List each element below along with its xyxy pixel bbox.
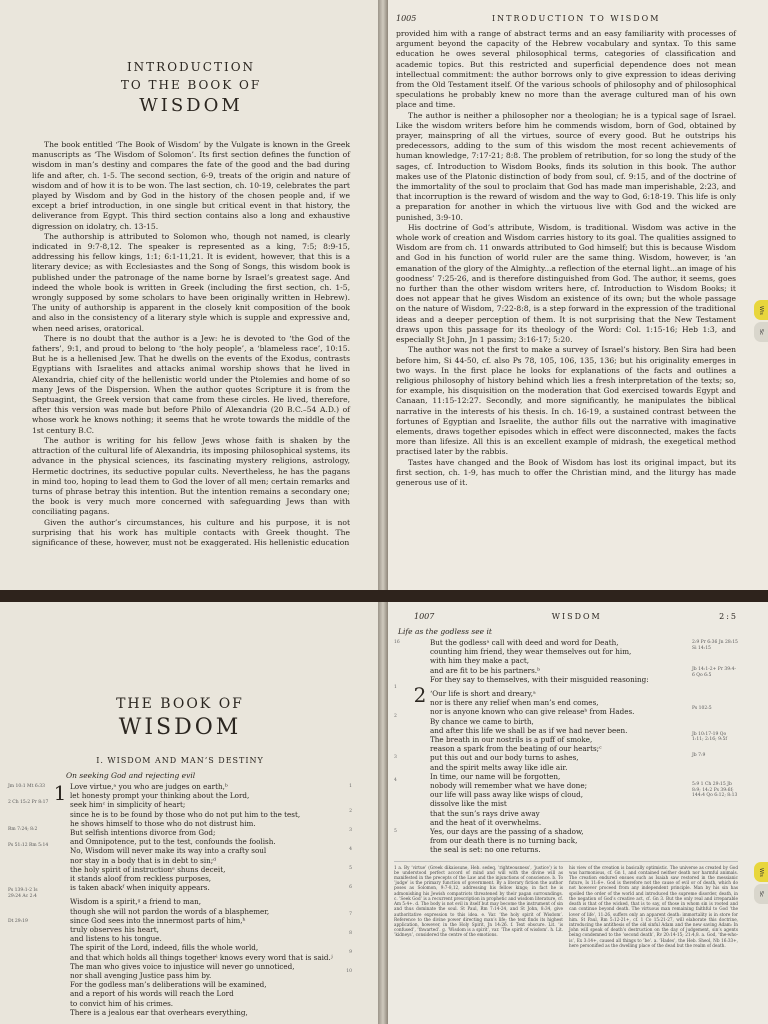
thumb-tab-sc[interactable]: Sc (754, 884, 768, 904)
scan-divider (0, 590, 768, 602)
cross-ref: Jm 10:1 Mt 6:33 (8, 784, 45, 789)
verse-line: is taken abackᶠ when iniquity appears. (70, 883, 210, 893)
pericope-heading: On seeking God and rejecting evil (66, 771, 196, 780)
verse-line: since he is to be found by those who do not put him to the test, (70, 809, 301, 819)
verse-line: The breath in our nostrils is a puff of smoke, (430, 735, 593, 745)
verse-line: There is a jealous ear that overhears everything, (70, 1007, 248, 1017)
verse-line: and a report of his words will reach the Lord (70, 989, 234, 999)
verse-lines (70, 782, 338, 1017)
verse-line: The man who gives voice to injustice will never go unnoticed, (70, 961, 295, 971)
verse-line: nor is anyone known who can give releaseᵇ from Hades. (430, 707, 635, 717)
verse-number: 8 (349, 931, 352, 936)
intro-paragraph: The authorship is attributed to Solomon who, though not named, is clearly indicated in 9:7-8,12. The speaker is represented as a king, 7:5; 8:9-15, addressing his fellow kings, 1:1; 6:1-11,21. It is evident, however, that this is a literary device; as with Ecclesiastes and the Song of Songs, this wisdom book is published under the patronage of the name borne by Israel’s greatest sage. And indeed the whole book is written in Greek (including the first section, ch. 1-5, wrongly supposed by some scholars to have been originally written in Hebrew). The unity of authorship is apparent in the closely knit composition of the book and also in the consistency of a literary style which is supple and expressive and, when need arises, oratorical. (32, 231, 350, 333)
cross-ref: Dt 29:19 (8, 919, 28, 924)
running-header (394, 612, 738, 621)
intro-paragraph: There is no doubt that the author is a Jew: he is devoted to ‘the God of the fathers’, 9:1, and proud to belong to ‘the holy people’, a ‘blameless race’, 10:15. But he is a hellenised Jew. That he dwells on the events of the Exodus, contrasts Egyptians with Israelites and attacks animal worship shows that he lived in Alexandria, chief city of the hellenistic world under the Ptolemies and home of so many Jews of the Dispersion. When the author quotes Scripture it is from the Septuagint, the Greek version that came from these circles. He lived, therefore, after this version was made but before Philo of Alexandria (20 B.C.–54 A.D.) of whose work he knows nothing; it seems that he wrote towards the middle of the 1st century B.C. (32, 333, 350, 435)
heading-line-2: TO THE BOOK OF (120, 78, 262, 92)
cross-ref: 5:9 1 Ch 29:15 Jb 8:9; 14:2 Ps 39:6f; 144:4 Qo 6:12; 8:13 (692, 782, 738, 798)
cross-ref: Jb 14:1-2+ Pr 39:4-6 Qo 6:5 (692, 667, 737, 678)
verse-line: and listens to his tongue. (70, 934, 162, 944)
heading-title: WISDOM (139, 95, 243, 116)
verse-number: 3 (349, 828, 352, 833)
section-title: I. WISDOM AND MAN’S DESTINY (96, 756, 264, 765)
verse-line: the seal is set: no one returns. (430, 845, 541, 855)
intro-paragraph: The book entitled ‘The Book of Wisdom’ by the Vulgate is known in the Greek manuscripts as ‘The Wisdom of Solomon’. Its first section defines the function of wisdom in man’s destiny and compares the fate of the good and the bad during life and after, ch. 1-5. The second section, 6-9, treats of the origin and nature of wisdom and of how it is to be won. The last section, ch. 10-19, celebrates the part played by Wisdom and by God in the history of the chosen people and, if we except a brief introduction, in one single but critical event in that history, the deliverance from Egypt. This third section contains also a long and exhaustive digression on idolatry, ch. 13-15. (32, 140, 350, 231)
cross-ref: Jb 10:17-19 Qo 1:11; 2:16; 9:5f (692, 731, 728, 742)
book-title-main: WISDOM (118, 715, 242, 740)
book-title (8, 694, 352, 742)
verse-line: and the heat of it overwhelms. (430, 817, 542, 827)
cross-ref: 2 Ch 15:2 Pr 8:17 (8, 799, 49, 805)
footnote-column: his view of the creation is basically optimistic. The universe as created by God was harmonious, cf. Gn 1, and contained neither death nor harmful animals. The creation endured ensues such as Isaiah saw restored in the messianic future, Is 11:6+. God is therefore not the cause of evil or of death, which do not however proceed from any independent principle. Man by his sin has spoiled the order of the world and introduced the supreme disorder, death, in the negation of God’s creative act, cf. Gn 3. But the only real and irreparable death is that of the wicked, that is to say, of those in whom sin is rooted and can continue beyond death. The virtuous man remaining faithful to God ‘the lover of life’, 11:26, suffers only an apparent death: immortality is in store for him. St Paul, Rm 5:12-21+, cf. 1 Co 15:21-27, will elaborate this doctrine, introducing the antithesis of the old sinful Adam and the new saving Adam: In John will speak of death’s destruction on the day of judgement, sin’s agents being condemned to the ‘second death’, Rv 20:14-15; 21:4,8. a. God, ‘the-who-is’, Ex 3:14+, caused all things to ‘be’. a. ‘Hades’, the Heb. Sheol, Nb 16:33+, here personified as the dwelling place of the dead but the realm of death. (569, 864, 738, 948)
thumb-tab-wis[interactable]: Wis (754, 300, 768, 320)
verse-number: 2 (349, 809, 352, 814)
verse-line: nobody will remember what we have done; (430, 781, 587, 791)
intro-paragraph: The author was not the first to make a survey of Israel’s history. Ben Sira had been before him, Si 44-50, cf. also Ps 78, 105, 106, 135, 136; but his originality emerges in two ways. In the first place he looks for explanations of the facts and outlines a religious philosophy of history behind which lies a fresh interpretation of the texts; so, for example, his disquisition on the moderation that God exercised towards Egypt and Canaan, 11:15-12:27. Secondly, and more significantly, he manipulates the biblical narrative in the interests of his thesis. In ch. 16-19, a sustained contrast between the fortunes of Egyptian and Israelite, the author fills out the narrative with imaginative elements, draws together episodes which in effect were disconnected, makes the facts more than lifesize. All this is an excellent example of midrash, the exegetical method practised later by the rabbis. (396, 345, 736, 457)
verse-number: 10 (346, 969, 352, 974)
verse-number: 6 (349, 885, 352, 890)
cross-ref: Rm 7:24; 8:2 (8, 827, 38, 832)
verse-line: counting him friend, they wear themselves out for him, (430, 647, 632, 657)
verse-line: with him they make a pact, (430, 656, 530, 666)
verse-line: it stands aloof from reckless purposes, (70, 874, 212, 884)
verse-number: 1 (394, 685, 397, 690)
verse-line: dissolve like the mist (430, 799, 507, 809)
thumb-tab-sc[interactable]: Sc (754, 322, 768, 342)
verse-line: he shows himself to those who do not distrust him. (70, 818, 256, 828)
verse-line: For the godless man’s deliberations will be examined, (70, 980, 267, 990)
chapter-number: 1 (53, 781, 67, 805)
verse-line: and that which holds all things togetherⁱ knows every word that is said.ʲ (70, 952, 333, 962)
page-number: 1007 (414, 612, 435, 621)
heading-line-1: INTRODUCTION (126, 60, 256, 74)
verse-line: No, Wisdom will never make its way into a crafty soul (70, 846, 267, 856)
book-gutter (378, 0, 388, 1024)
verse-number: 3 (394, 755, 397, 760)
verse-line: since God sees into the innermost parts of him,ʰ (70, 915, 246, 925)
pericope-heading: Life as the godless see it (398, 627, 492, 636)
verse-numbers (338, 782, 352, 1017)
verse-line: that the sun’s rays drive away (430, 808, 540, 818)
verse-line: our life will pass away like wisps of cloud, (430, 790, 584, 800)
verse-line: Yes, our days are the passing of a shadow, (430, 827, 584, 837)
verse-line: put this out and our body turns to ashes, (430, 753, 579, 763)
verse-line: nor shall avenging Justice pass him by. (70, 971, 212, 981)
verse-line: and the spirit melts away like idle air. (430, 762, 568, 772)
verse-line: truly observes his heart, (70, 925, 159, 935)
footnote-column: 1 a. By ‘virtue’ (Greek dikaiosune, Heb. sedeq, ‘righteousness’, ‘justice’) is to be understood perfect accord of mind and will with the divine will as manifested in the precepts of the Law and the injunctions of conscience. b. To ‘judge’ is the primary function of government. By a literary fiction the author poses as Solomon, 9:7-8,12, addressing his fellow kings; in fact he is admonishing his Jewish compatriots threatened by their pagan surroundings. c. ‘Seek God’ is a recurrent prescription in prophetic and wisdom literature, cf. Am 5:4+. d. The body is not evil in itself but may become the instrument of sin and thus dominate the soul. St Paul, Rm 7:14-24, and St John, 8:34, give authoritative expression to this idea. e. Var. ‘the holy spirit of Wisdom’. Reference to the divine power directing man’s life; the text finds its highest application, however, in the Holy Spirit, Jn 14:26. f. Text obscure. Lit. ‘is confused’, ‘thwarted’. g. ‘Wisdom is a spirit’, var. ‘The spirit of wisdom’. h. Lit. ‘kidneys’, considered the centre of the emotions. (394, 864, 563, 938)
verse-lines (430, 638, 688, 855)
verse-line: For they say to themselves, with their misguided reasoning: (430, 674, 649, 684)
verse-line: from our death there is no turning back, (430, 836, 578, 846)
verse-line: and are fit to be his partners.ᵇ (430, 665, 540, 675)
verse-line: Love virtue,ᵃ you who are judges on earth,ᵇ (70, 782, 228, 791)
cross-references (8, 782, 50, 1017)
book-title-line-1: THE BOOK OF (116, 696, 244, 712)
cross-ref: Jb 7:9 (692, 752, 706, 758)
introduction-heading (32, 58, 350, 118)
page-introduction-left (0, 0, 380, 592)
page-number: 1005 (396, 14, 417, 23)
chapter-verse-ref: 2:5 (719, 612, 738, 621)
verse-line: the holy spirit of instructionᵉ shuns deceit, (70, 864, 226, 874)
intro-paragraph: His doctrine of God’s attribute, Wisdom, is traditional. Wisdom was active in the whole work of creation and Wisdom carries history to its goal. The qualities assigned to Wisdom are from ch. 11 onwards attributed to God himself; but this is because Wisdom and God in his function of world ruler are the same thing. Wisdom, however, is ‘an emanation of the glory of the Almighty...a reflection of the eternal light...an image of his goodness’ 7:25-26, and is therefore distinguished from God. The author, it seems, goes no further than the other wisdom writers here, cf. Introduction to Wisdom Books; it does not appear that he gives Wisdom an existence of its own; but the whole passage on the nature of Wisdom, 7:22-8:8, is a step forward in the expression of the traditional ideas and a deeper perception of them. It is not surprising that the New Testament draws upon this passage for its theology of the Word: Col. 1:15-16; Heb 1:3, and especially St John, Jn 1 passim; 3:16-17; 5:20. (396, 222, 736, 345)
intro-paragraph: Tastes have changed and the Book of Wisdom has lost its original impact, but its first section, ch. 1-9, has much to offer the Christian mind, and the liturgy has made generous use of it. (396, 457, 736, 487)
cross-ref: Ps 51:12 Rm 5:14 (8, 842, 49, 848)
footnotes (394, 861, 738, 948)
chapter-1-text (8, 782, 352, 1017)
verse-line: seek himᶜ in simplicity of heart; (70, 800, 186, 810)
thumb-tab-wis[interactable]: Wis (754, 862, 768, 882)
cross-ref: Ps 102:5 (692, 706, 712, 711)
intro-paragraph: The author is writing for his fellow Jews whose faith is shaken by the attraction of the cultural life of Alexandria, its imposing philosophical systems, its advance in the physical sciences, its fascinating mystery religions, astrology, Hermetic doctrines, its seductive popular cults. Nevertheless, he has the pagans in mind too, hoping to lead them to God the lover of all men; certain remarks and turns of phrase betray this intention. But the intention remains a secondary one; the book is very much more concerned with safeguarding Jews than with conciliating pagans. (32, 435, 350, 517)
cross-references (688, 638, 738, 855)
verse-line: let honesty prompt your thinking about the Lord, (70, 791, 250, 801)
verse-number: 4 (394, 778, 397, 783)
verse-line: Wisdom is a spirit,ᵍ a friend to man, (70, 897, 202, 907)
verse-line: In time, our name will be forgotten, (430, 771, 561, 781)
chapter-2-text (394, 638, 738, 855)
verse-number: 16 (394, 640, 400, 645)
page-wisdom-chapter-2 (386, 600, 768, 1024)
verse-line: But the godlessᵃ call with deed and word for Death, (430, 638, 619, 647)
verse-line: to convict him of his crimes. (70, 998, 174, 1008)
running-header (396, 14, 736, 23)
verse-line: But selfish intentions divorce from God; (70, 828, 216, 838)
running-title: INTRODUCTION TO WISDOM (491, 14, 661, 23)
intro-paragraph: The author is neither a philosopher nor a theologian; he is a typical sage of Israel. Like the wisdom writers before him he commends wisdom, born of God, obtained by prayer, mainspring of all the virtues, source of every good. But he outstrips his predecessors, adding to the sum of this wisdom the most recent achievements of human knowledge, 7:17-21; 8:8. The problem of retribution, for so long the study of the sages, cf. Introduction to Wisdom Books, finds its solution in this book. The author makes use of the Platonic distinction of body from soul, cf. 9:15, and of the doctrine of the immortality of the soul to proclaim that God has made man imperishable, 2:23, and that incorruption is the reward of wisdom and the way to God, 6:18-19. This life is only a preparation for another in which the virtuous live with God and the wicked are punished, 3:9-10. (396, 110, 736, 222)
verse-line: though she will not pardon the words of a blasphemer, (70, 906, 270, 916)
cross-ref: Ps 139:1-2 Is 29:24 Ac 2:4 (8, 888, 38, 899)
verse-line: and after this life we shall be as if we had never been. (430, 725, 628, 735)
verse-line: and Omnipotence, put to the test, confounds the foolish. (70, 837, 276, 847)
verse-line: By chance we came to birth, (430, 716, 534, 726)
verse-line: reason a spark from the beating of our hearts;ᶜ (430, 744, 602, 754)
verse-number: 4 (349, 847, 352, 852)
verse-number: 5 (349, 866, 352, 871)
verse-number: 1 (349, 784, 352, 789)
verse-line: nor stay in a body that is in debt to sin;ᵈ (70, 855, 217, 865)
verse-numbers (394, 638, 410, 855)
verse-line: ‘Our life is short and dreary,ᵃ (430, 689, 536, 699)
cross-ref: 2:9 Pr 6:36 Jn 28:15 Si 14:15 (692, 640, 738, 651)
verse-number: 5 (394, 829, 397, 834)
intro-paragraph: provided him with a range of abstract terms and an easy familiarity with processes of argument beyond the capacity of the Hebrew vocabulary and syntax. To this same education he owes several philosophical terms, categories of classification and academic topics. But this restricted and superficial dependence does not mean intellectual commitment: the author borrows only to give expression to ideas deriving from the Old Testament itself. Of the various schools of philosophy and of philosophical speculations he probably knew no more than the average cultured man of his own place and time. (396, 29, 736, 110)
verse-line: The spirit of the Lord, indeed, fills the whole world, (70, 943, 259, 953)
running-title: WISDOM (551, 612, 602, 621)
verse-line: nor is there any relief when man’s end comes, (430, 698, 599, 708)
chapter-number: 2 (413, 683, 427, 707)
verse-number: 2 (394, 714, 397, 719)
page-book-of-wisdom (0, 600, 380, 1024)
verse-number: 7 (349, 912, 352, 917)
intro-paragraph: Given the author’s circumstances, his culture and his purpose, it is not surprising that his work has multiple contacts with Greek thought. The significance of these, however, must not be exaggerated. His hellenistic education (32, 517, 350, 547)
verse-number: 9 (349, 950, 352, 955)
page-introduction-right (386, 0, 768, 592)
